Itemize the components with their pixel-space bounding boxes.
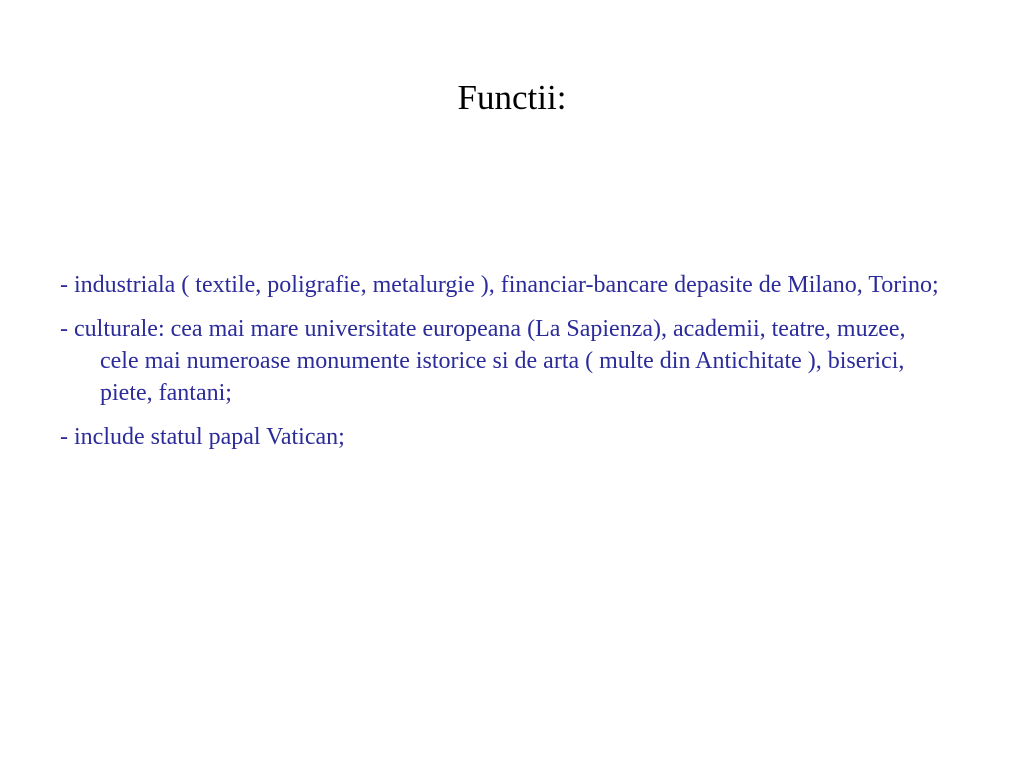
- bullet-list: [60, 269, 940, 465]
- bullet-item-industry: - industriala ( textile, poligrafie, metalurgie ), financiar-bancare depasite de Milano, Torino;: [60, 272, 939, 298]
- bullet-item-culture: - culturale: cea mai mare universitate europeana (La Sapienza), academii, teatre, muzee, cele mai numeroase monumente istorice si de arta ( multe din Antichitate ), biserici, piete, fantani;: [60, 316, 906, 406]
- bullet-item-vatican: - include statul papal Vatican;: [60, 424, 345, 450]
- slide-title: Functii:: [457, 78, 567, 117]
